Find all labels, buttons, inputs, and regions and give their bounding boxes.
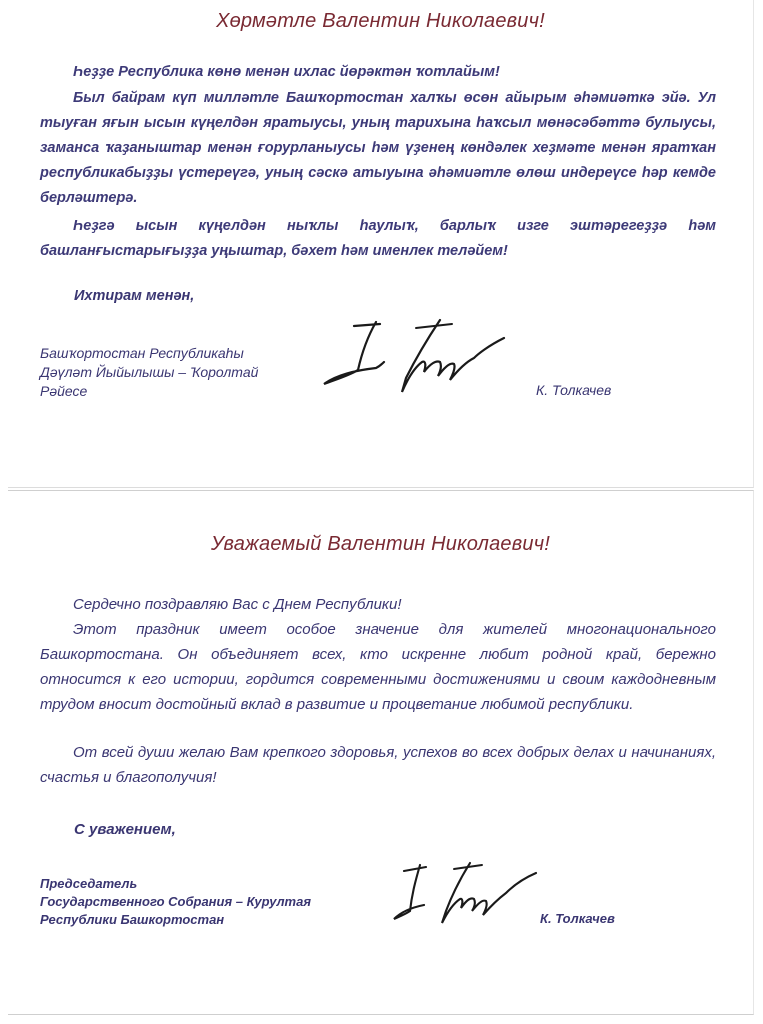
paragraph-body: Этот праздник имеет особое значение для жителей многонационального Башкортостана. Он объединяет всех, кто искренне любит родной край, бережно относится к его истории, гордится современными достижениями и своим каждодневным трудом вносит достойный вклад в развитие и процветание любимой республики. <box>40 621 716 713</box>
signer-name: К. Толкачев <box>540 911 615 926</box>
paragraph-body: Был байрам күп милләтле Башҡортостан халҡы өсөн айырым әһәмиәткә эйә. Ул тыуған яғын ысын күңелдән яратыусы, уның тарихына һаҡсыл мөнәсәбәттә булыусы, заманса ҡаҙаныштар менән ғорурланыусы һәм үҙенең көндәлек хеҙмәте менән яратҡан республикабыҙҙы үстереүгә, уның сәскә атыуына әһәмиәтле өлөш индереүсе һәр кемде берләштерә. <box>40 90 716 206</box>
signer-title-line: Дәүләт Йыйылышы – Ҡоролтай <box>40 364 259 380</box>
greeting-card-bashkir <box>8 0 754 488</box>
handwritten-signature <box>318 318 518 400</box>
signer-title-line: Рәйесе <box>40 383 88 399</box>
closing-phrase: С уважением, <box>74 821 176 838</box>
signer-title-line: Председатель <box>40 876 138 891</box>
paragraph-wishes: Һеҙгә ысын күңелдән ныҡлы һаулыҡ, барлыҡ изге эштәрегеҙҙә һәм башланғыстарығыҙҙа уңыштар, бәхет һәм именлек теләйем! <box>40 218 716 259</box>
card-title: Уважаемый Валентин Николаевич! <box>210 533 551 555</box>
card-title: Хөрмәтле Валентин Николаевич! <box>216 10 545 32</box>
signer-name: К. Толкачев <box>536 382 612 398</box>
handwritten-signature <box>390 861 540 931</box>
greeting-card-russian <box>8 490 754 1015</box>
closing-phrase: Ихтирам менән, <box>74 288 195 304</box>
signer-title <box>40 875 311 929</box>
signer-title-line: Башҡортостан Республикаһы <box>40 345 244 361</box>
signer-title <box>40 344 258 401</box>
paragraph-wishes: От всей души желаю Вам крепкого здоровья, успехов во всех добрых делах и начинаниях, счастья и благополучия! <box>40 744 716 786</box>
signer-title-line: Государственного Собрания – Курултая <box>40 894 311 909</box>
signer-title-line: Республики Башкортостан <box>40 912 225 927</box>
paragraph-greeting: Һеҙҙе Республика көнө менән ихлас йөрәктән ҡотлайым! <box>73 64 500 80</box>
paragraph-greeting: Сердечно поздравляю Вас с Днем Республики! <box>73 596 402 613</box>
